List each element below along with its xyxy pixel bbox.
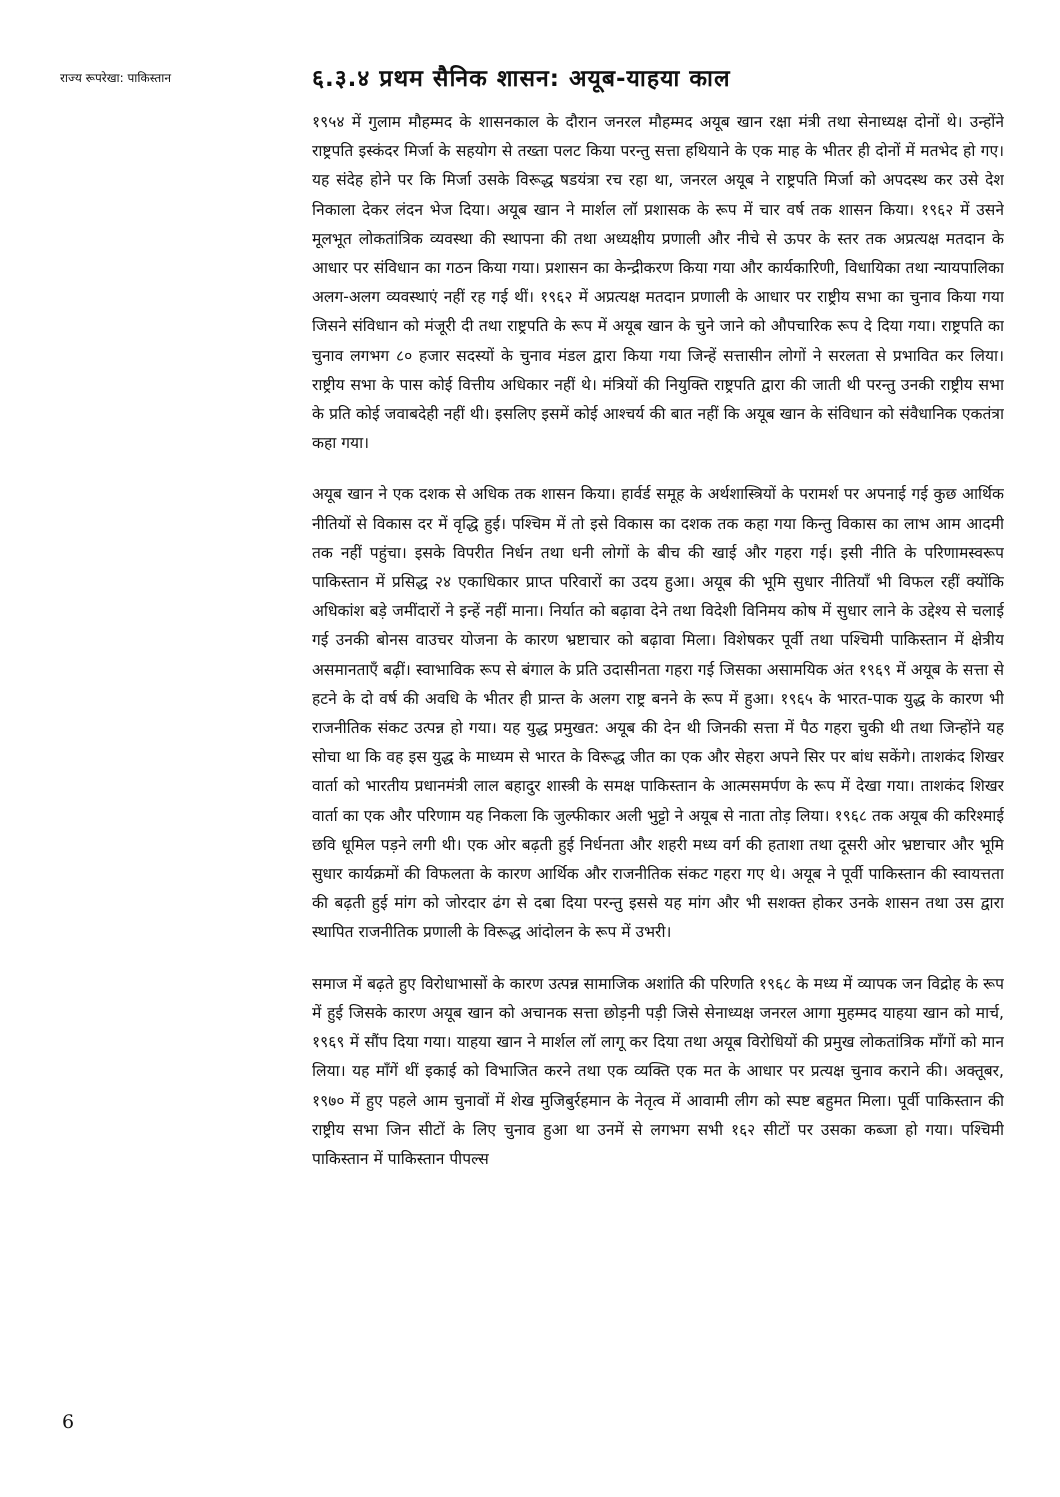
section-heading: ६.३.४ प्रथम सैनिक शासन: अयूब-याहया काल [312,66,731,92]
paragraph-1: १९५४ में गुलाम मौहम्मद के शासनकाल के दौरान जनरल मौहम्मद अयूब खान रक्षा मंत्री तथा सेनाध्यक्ष दोनों थे। उन्होंने राष्ट्रपति इस्कंदर मिर्जा के सहयोग से तख्ता पलट किया परन्तु सत्ता हथियाने के एक माह के भीतर ही दोनों में मतभेद हो गए। यह संदेह होने पर कि मिर्जा उसके विरूद्ध षडयंत्रा रच रहा था, जनरल अयूब ने राष्ट्रपति मिर्जा को अपदस्थ कर उसे देश निकाला देकर लंदन भेज दिया। अयूब खान ने मार्शल लॉ प्रशासक के रूप में चार वर्ष तक शासन किया। १९६२ में उसने मूलभूत लोकतांत्रिक व्यवस्था की स्थापना की तथा अध्यक्षीय प्रणाली और नीचे से ऊपर के स्तर तक अप्रत्यक्ष मतदान के आधार पर संविधान का गठन किया गया। प्रशासन का केन्द्रीकरण किया गया और कार्यकारिणी, विधायिका तथा न्यायपालिका अलग-अलग व्यवस्थाएं नहीं रह गई थीं। १९६२ में अप्रत्यक्ष मतदान प्रणाली के आधार पर राष्ट्रीय सभा का चुनाव किया गया जिसने संविधान को मंजूरी दी तथा राष्ट्रपति के रूप में अयूब खान के चुने जाने को औपचारिक रूप दे दिया गया। राष्ट्रपति का चुनाव लगभग ८० हजार सदस्यों के चुनाव मंडल द्वारा किया गया जिन्हें सत्तासीन लोगों ने सरलता से प्रभावित कर लिया। राष्ट्रीय सभा के पास कोई वित्तीय अधिकार नहीं थे। मंत्रियों की नियुक्ति राष्ट्रपति द्वारा की जाती थी परन्तु उनकी राष्ट्रीय सभा के प्रति कोई जवाबदेही नहीं थी। इसलिए इसमें कोई आश्चर्य की बात नहीं कि अयूब खान के संविधान को संवैधानिक एकतंत्रा कहा गया। [312,113,1004,453]
body-text [312,108,1004,1443]
page-number: 6 [62,1411,75,1433]
paragraph-3: समाज में बढ़ते हुए विरोधाभासों के कारण उत्पन्न सामाजिक अशांति की परिणति १९६८ के मध्य में व्यापक जन विद्रोह के रूप में हुई जिसके कारण अयूब खान को अचानक सत्ता छोड़नी पड़ी जिसे सेनाध्यक्ष जनरल आगा मुहम्मद याहया खान को मार्च, १९६९ में सौंप दिया गया। याहया खान ने मार्शल लॉ लागू कर दिया तथा अयूब विरोधियों की प्रमुख लोकतांत्रिक माँगों को मान लिया। यह माँगें थीं इकाई को विभाजित करने तथा एक व्यक्ति एक मत के आधार पर प्रत्यक्ष चुनाव कराने की। अक्तूबर, १९७० में हुए पहले आम चुनावों में शेख मुजिबुर्रहमान के नेतृत्व में आवामी लीग को स्पष्ट बहुमत मिला। पूर्वी पाकिस्तान की राष्ट्रीय सभा जिन सीटों के लिए चुनाव हुआ था उनमें से लगभग सभी १६२ सीटों पर उसका कब्जा हो गया। पश्चिमी पाकिस्तान में पाकिस्तान पीपल्स [312,974,1004,1168]
running-header: राज्य रूपरेखा: पाकिस्तान [60,71,172,85]
paragraph-2: अयूब खान ने एक दशक से अधिक तक शासन किया। हार्वर्ड समूह के अर्थशास्त्रियों के परामर्श पर अपनाई गई कुछ आर्थिक नीतियों से विकास दर में वृद्धि हुई। पश्चिम में तो इसे विकास का दशक तक कहा गया किन्तु विकास का लाभ आम आदमी तक नहीं पहुंचा। इसके विपरीत निर्धन तथा धनी लोगों के बीच की खाई और गहरा गई। इसी नीति के परिणामस्वरूप पाकिस्तान में प्रसिद्ध २४ एकाधिकार प्राप्त परिवारों का उदय हुआ। अयूब की भूमि सुधार नीतियाँ भी विफल रहीं क्योंकि अधिकांश बड़े जमींदारों ने इन्हें नहीं माना। निर्यात को बढ़ावा देने तथा विदेशी विनिमय कोष में सुधार लाने के उद्देश्य से चलाई गई उनकी बोनस वाउचर योजना के कारण भ्रष्टाचार को बढ़ावा मिला। विशेषकर पूर्वी तथा पश्चिमी पाकिस्तान में क्षेत्रीय असमानताएँ बढ़ीं। स्वाभाविक रूप से बंगाल के प्रति उदासीनता गहरा गई जिसका असामयिक अंत १९६९ में अयूब के सत्ता से हटने के दो वर्ष की अवधि के भीतर ही प्रान्त के अलग राष्ट्र बनने के रूप में हुआ। १९६५ के भारत-पाक युद्ध के कारण भी राजनीतिक संकट उत्पन्न हो गया। यह युद्ध प्रमुखत: अयूब की देन थी जिनकी सत्ता में पैठ गहरा चुकी थी तथा जिन्होंने यह सोचा था कि वह इस युद्ध के माध्यम से भारत के विरूद्ध जीत का एक और सेहरा अपने सिर पर बांध सकेंगे। ताशकंद शिखर वार्ता को भारतीय प्रधानमंत्री लाल बहादुर शास्त्री के समक्ष पाकिस्तान के आत्मसमर्पण के रूप में देखा गया। ताशकंद शिखर वार्ता का एक और परिणाम यह निकला कि जुल्फीकार अली भुट्टो ने अयूब से नाता तोड़ लिया। १९६८ तक अयूब की करिश्माई छवि धूमिल पड़ने लगी थी। एक ओर बढ़ती हुई निर्धनता और शहरी मध्य वर्ग की हताशा तथा दूसरी ओर भ्रष्टाचार और भूमि सुधार कार्यक्रमों की विफलता के कारण आर्थिक और राजनीतिक संकट गहरा गए थे। अयूब ने पूर्वी पाकिस्तान की स्वायत्तता की बढ़ती हुई मांग को जोरदार ढंग से दबा दिया परन्तु इससे यह मांग और भी सशक्त होकर उनके शासन तथा उस द्वारा स्थापित राजनीतिक प्रणाली के विरूद्ध आंदोलन के रूप में उभरी। [312,485,1004,942]
